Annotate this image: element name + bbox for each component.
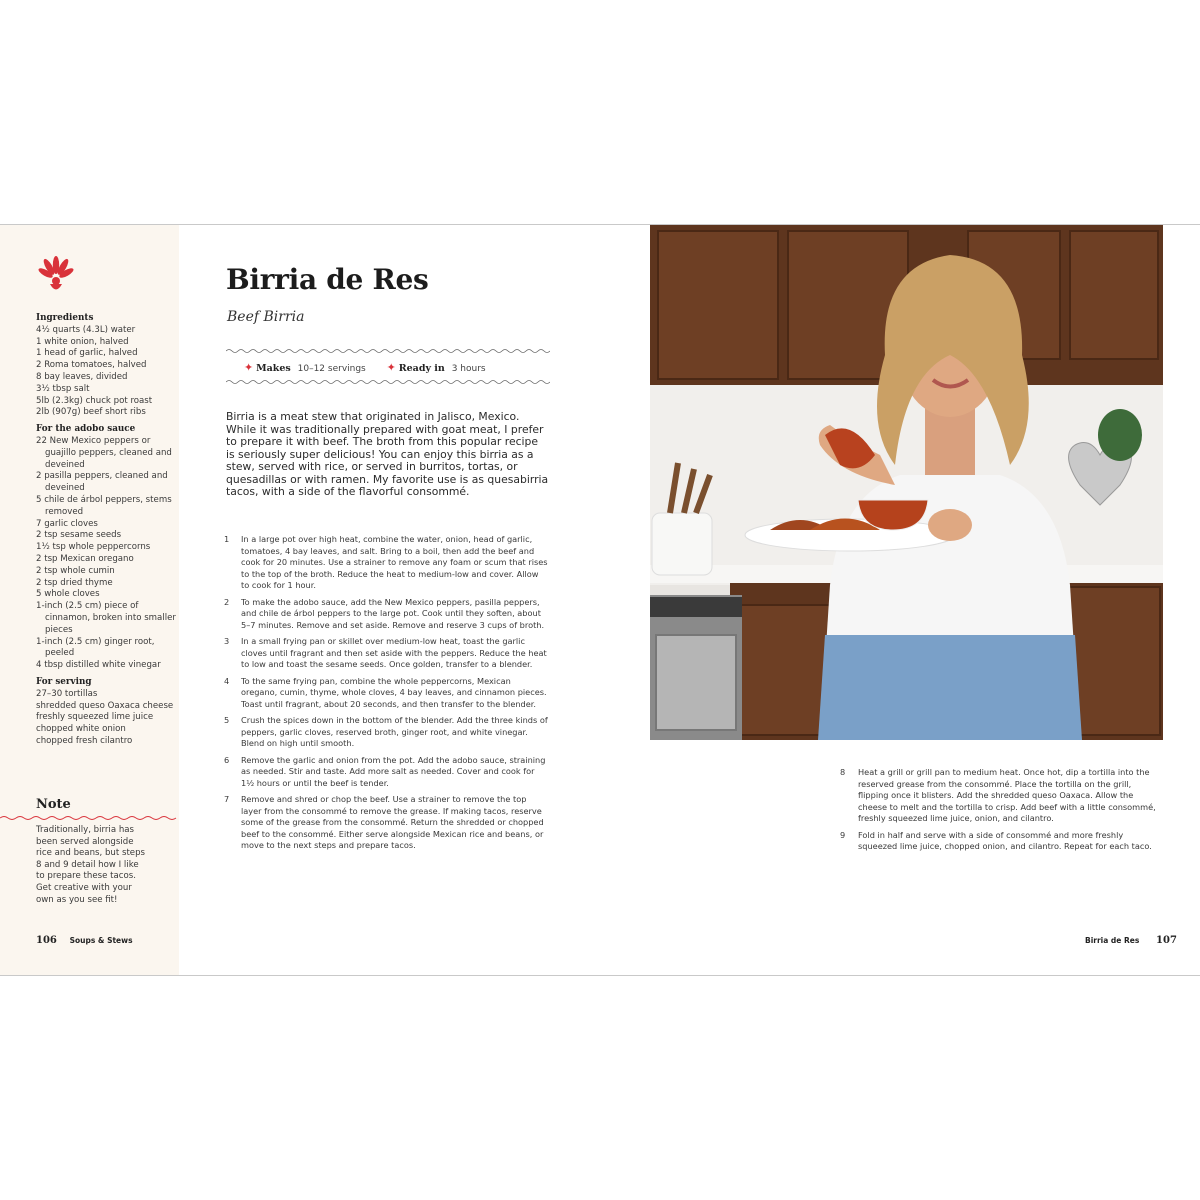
- adobo-ingredient-item: 2 tsp dried thyme: [36, 577, 113, 588]
- step-item: [224, 676, 548, 711]
- adobo-ingredient-item: 2 tsp Mexican oregano: [36, 553, 134, 564]
- step-number: 2: [224, 596, 230, 607]
- step-text: Crush the spices down in the bottom of the blender. Add the three kinds of peppers, garlic cloves, reserved broth, ginger root, and white vinegar. Blend on high until smooth.: [241, 715, 548, 748]
- right-folio: [1085, 935, 1177, 946]
- recipe-subtitle: Beef Birria: [227, 309, 305, 325]
- step-number: 3: [224, 636, 230, 646]
- adobo-ingredient-item: 1-inch (2.5 cm) ginger root, peeled: [36, 636, 155, 659]
- adobo-ingredient-item: 7 garlic cloves: [36, 518, 98, 529]
- step-item: [224, 597, 548, 632]
- step-item: [840, 767, 1162, 825]
- adobo-ingredient-item: 1½ tsp whole peppercorns: [36, 542, 151, 553]
- step-item: [840, 830, 1162, 853]
- ready-label: Ready in: [398, 363, 445, 374]
- adobo-ingredient-item: 2 tsp sesame seeds: [36, 530, 122, 541]
- ingredient-item: 2 Roma tomatoes, halved: [36, 360, 147, 371]
- recipe-title: Birria de Res: [226, 263, 429, 296]
- step-number: 7: [224, 794, 230, 804]
- step-text: In a small frying pan or skillet over medium-low heat, toast the garlic cloves until fragrant and then set aside with the peppers. Reduce the heat to low and toast the sesame seeds. Once golden, transfer to a blender.: [241, 636, 547, 669]
- ingredients-sidebar: [0, 225, 179, 975]
- step-text: To make the adobo sauce, add the New Mexico peppers, pasilla peppers, and chile de árbol peppers to the large pot. Cook until they soften, about 5–7 minutes. Remove and set aside. Remove and reserve 3 cups of broth.: [241, 596, 545, 630]
- step-text: To the same frying pan, combine the whole peppercorns, Mexican oregano, cumin, thyme, whole cloves, 4 bay leaves, and cinnamon pieces. Toast until fragrant, about 20 seconds, and then transfer to the blender.: [241, 675, 547, 709]
- steps-list-continued: [840, 767, 1162, 858]
- left-page-number: 106: [36, 935, 57, 946]
- adobo-ingredient-item: 5 whole cloves: [36, 589, 100, 600]
- serving-item: chopped fresh cilantro: [36, 735, 133, 746]
- ingredient-item: 1 white onion, halved: [36, 336, 129, 347]
- star-icon: ✦: [386, 361, 396, 374]
- ingredient-item: 2lb (907g) beef short ribs: [36, 407, 146, 418]
- running-head: Birria de Res: [1085, 936, 1140, 945]
- adobo-ingredient-item: 22 New Mexico peppers or guajillo peppers, cleaned and deveined: [36, 435, 172, 470]
- recipe-meta: [244, 361, 486, 374]
- serving-item: chopped white onion: [36, 724, 126, 735]
- recipe-intro: Birria is a meat stew that originated in Jalisco, Mexico. While it was traditionally prepared with goat meat, I prefer to prepare it with beef. The broth from this popular recipe is seriously super delicious! You can enjoy this birria as a stew, served with rice, or served in burritos, tortas, or quesadillas or with ramen. My favorite use is as quesabirria tacos, with a side of the flavorful consommé.: [226, 410, 549, 498]
- fan-flower-icon: [34, 255, 78, 295]
- step-item: [224, 715, 548, 750]
- chef-photo: [650, 225, 1163, 740]
- step-number: 6: [224, 754, 230, 765]
- step-item: [224, 534, 548, 592]
- note-title: Note: [36, 797, 71, 812]
- wave-divider-top: [226, 347, 550, 355]
- step-text: Remove and shred or chop the beef. Use a strainer to remove the top layer from the consommé to remove the grease. If making tacos, reserve some of the grease from the consommé. Return the shredded or chopped beef to the consommé. Either serve alongside Mexican rice and beans, or move to the next steps and prepare tacos.: [241, 794, 544, 850]
- left-folio: [36, 935, 133, 946]
- step-item: [224, 794, 548, 852]
- adobo-ingredient-item: 1-inch (2.5 cm) piece of cinnamon, broken into smaller pieces: [36, 601, 176, 635]
- step-number: 9: [840, 829, 846, 840]
- serving-heading: For serving: [36, 676, 92, 687]
- adobo-ingredient-item: 5 chile de árbol peppers, stems removed: [36, 494, 172, 517]
- step-item: [224, 636, 548, 671]
- right-page-number: 107: [1156, 935, 1177, 946]
- serving-item: freshly squeezed lime juice: [36, 712, 154, 723]
- book-spread: [0, 224, 1200, 976]
- ingredient-item: 3½ tbsp salt: [36, 383, 90, 394]
- kitchen-illustration: [650, 225, 1163, 740]
- star-icon: ✦: [244, 361, 254, 374]
- step-text: Heat a grill or grill pan to medium heat. Once hot, dip a tortilla into the reserved grease from the consommé. Place the tortilla on the grill, flipping once it blisters. Add the shredded queso Oaxaca. Allow the cheese to melt and the tortilla to crisp. Add beef with a little consommé, freshly squeezed lime juice, onion, and cilantro.: [858, 767, 1156, 823]
- adobo-heading: For the adobo sauce: [36, 424, 136, 435]
- step-number: 1: [224, 534, 230, 544]
- makes-label: Makes: [256, 363, 291, 374]
- step-item: [224, 755, 548, 790]
- step-number: 8: [840, 767, 846, 777]
- ingredient-item: 5lb (2.3kg) chuck pot roast: [36, 395, 153, 406]
- steps-list: [224, 534, 548, 857]
- adobo-ingredient-item: 2 pasilla peppers, cleaned and deveined: [36, 471, 168, 494]
- step-text: Fold in half and serve with a side of consommé and more freshly squeezed lime juice, chopped onion, and cilantro. Repeat for each taco.: [858, 829, 1152, 851]
- serving-item: 27–30 tortillas: [36, 688, 98, 699]
- step-text: In a large pot over high heat, combine the water, onion, head of garlic, tomatoes, 4 bay leaves, and salt. Bring to a boil, then add the beef and cook for 20 minutes. Use a strainer to remove any foam or scum that rises to the top of the broth. Reduce the heat to medium-low and cover. Allow to cook for 1 hour.: [241, 534, 548, 590]
- ready-value: 3 hours: [451, 364, 486, 374]
- ingredient-item: 4½ quarts (4.3L) water: [36, 324, 136, 335]
- step-number: 4: [224, 675, 230, 686]
- ingredients-heading: Ingredients: [36, 313, 94, 323]
- adobo-ingredient-item: 4 tbsp distilled white vinegar: [36, 660, 161, 671]
- ingredients-list: [36, 313, 176, 748]
- section-name: Soups & Stews: [69, 936, 133, 945]
- note-text: Traditionally, birria has been served alongside rice and beans, but steps 8 and 9 detail how I like to prepare these tacos. Get creative with your own as you see fit!: [36, 825, 146, 905]
- adobo-ingredient-item: 2 tsp whole cumin: [36, 565, 115, 576]
- step-number: 5: [224, 715, 230, 725]
- serving-item: shredded queso Oaxaca cheese: [36, 700, 174, 711]
- ingredient-item: 8 bay leaves, divided: [36, 371, 128, 382]
- step-text: Remove the garlic and onion from the pot. Add the adobo sauce, straining as needed. Stir and taste. Add more salt as needed. Cover and cook for 1½ hours or until the beef is tender.: [241, 754, 546, 788]
- wave-divider-bottom: [226, 378, 550, 386]
- makes-value: 10–12 servings: [297, 364, 366, 374]
- ingredient-item: 1 head of garlic, halved: [36, 348, 138, 359]
- wave-divider: [0, 815, 179, 821]
